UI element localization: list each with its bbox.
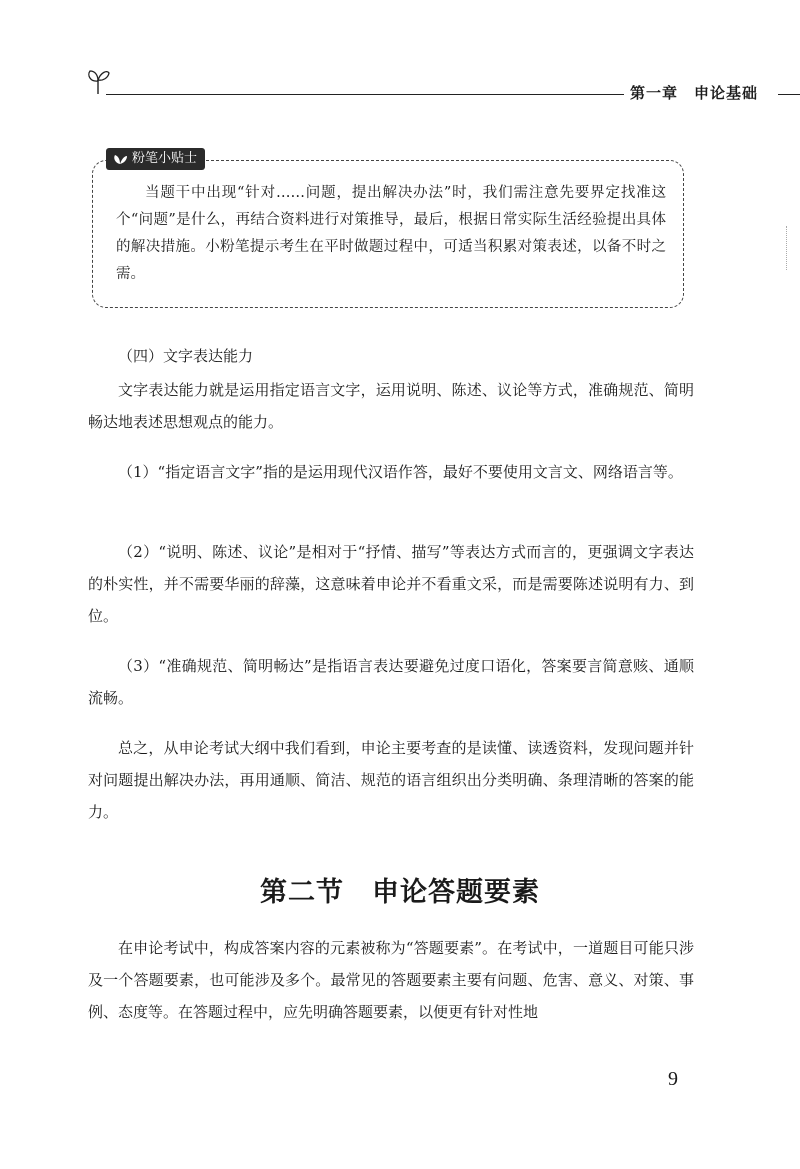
tip-label-text: 粉笔小贴士: [132, 151, 198, 166]
paragraph-item-2: （2）“说明、陈述、议论”是相对于“抒情、描写”等表达方式而言的，更强调文字表达的朴实性，并不需要华丽的辞藻，这意味着申论并不看重文采，而是需要陈述说明有力、到位。: [88, 543, 694, 625]
leaf-icon: [112, 153, 128, 165]
tip-text: 当题干中出现“针对……问题，提出解决办法”时，我们需注意先要界定找准这个“问题”是什么，再结合资料进行对策推导，最后，根据日常实际生活经验提出具体的解决措施。小粉笔提示考生在平时做题过程中，可适当积累对策表述，以备不时之需。: [116, 185, 666, 282]
paragraph-item-3: （3）“准确规范、简明畅达”是指语言表达要避免过度口语化，答案要言简意赅、通顺流畅。: [88, 657, 694, 707]
header-rule-right: [778, 94, 800, 95]
subsection-heading: （四）文字表达能力: [118, 347, 254, 365]
margin-dots: [786, 226, 789, 270]
tip-label: [106, 148, 205, 170]
paragraph-section2: 在申论考试中，构成答案内容的元素被称为“答题要素”。在考试中，一道题目可能只涉及一个答题要素，也可能涉及多个。最常见的答题要素主要有问题、危害、意义、对策、事例、态度等。在答题过程中，应先明确答题要素，以便更有针对性地: [88, 939, 694, 1021]
running-header: [86, 64, 786, 104]
header-rule-left: [106, 94, 624, 95]
sprout-icon: [86, 66, 110, 96]
chapter-title: 第一章 申论基础: [630, 84, 759, 102]
paragraph-summary: 总之，从申论考试大纲中我们看到，申论主要考查的是读懂、读透资料，发现问题并针对问题提出解决办法，再用通顺、简洁、规范的语言组织出分类明确、条理清晰的答案的能力。: [88, 739, 694, 821]
page-number: 9: [668, 1068, 678, 1090]
paragraph-item-1: （1）“指定语言文字”指的是运用现代汉语作答，最好不要使用文言文、网络语言等。: [118, 463, 683, 481]
section-title: 第二节 申论答题要素: [260, 877, 540, 908]
paragraph-intro: 文字表达能力就是运用指定语言文字，运用说明、陈述、议论等方式，准确规范、简明畅达地表述思想观点的能力。: [88, 381, 694, 431]
